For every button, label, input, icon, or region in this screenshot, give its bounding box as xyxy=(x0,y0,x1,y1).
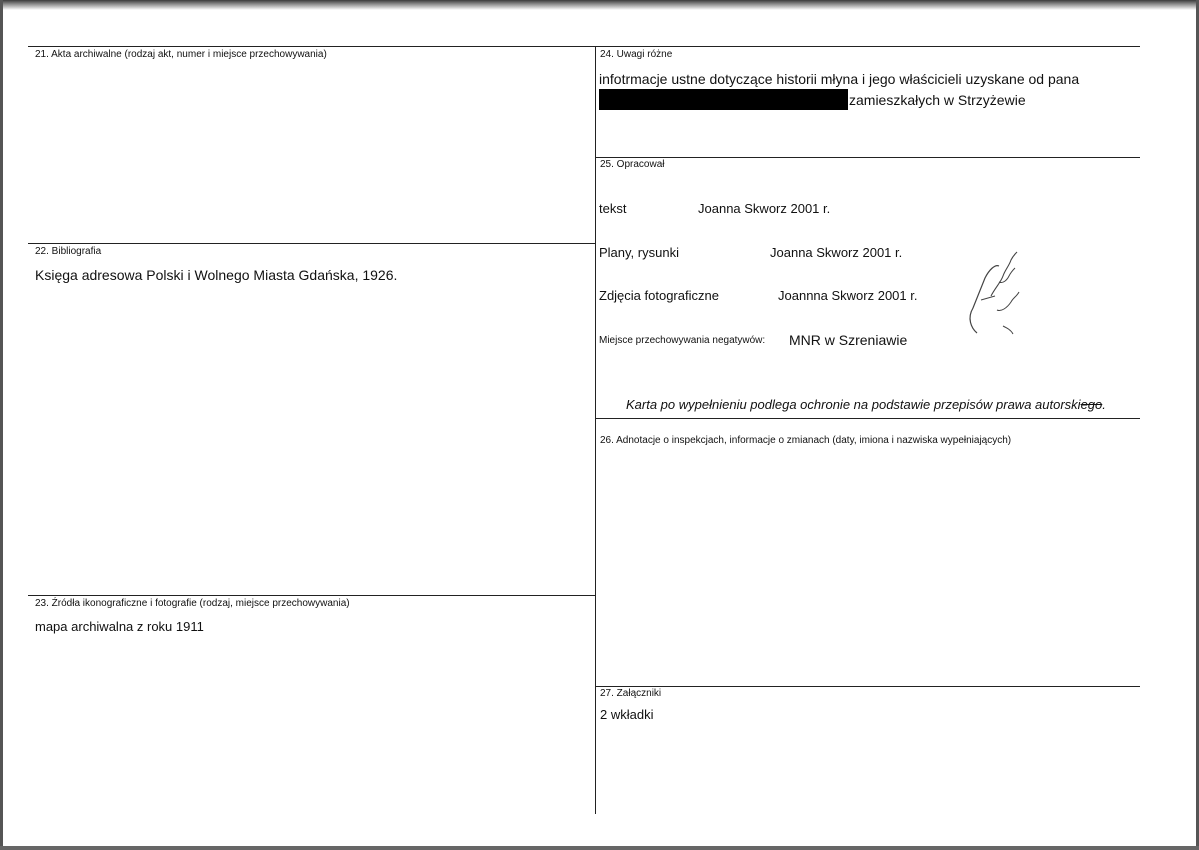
signature-image xyxy=(955,248,1025,338)
section-22-label: 22. Bibliografia xyxy=(35,246,102,257)
section-21-label: 21. Akta archiwalne (rodzaj akt, numer i miejsce przechowywania) xyxy=(35,49,327,60)
rule-26-top xyxy=(595,418,1140,419)
remarks-line-2: zamieszkałych w Strzyżewie xyxy=(849,92,1026,108)
section-23-label: 23. Źródła ikonograficzne i fotografie (rodzaj, miejsce przechowywania) xyxy=(35,598,350,609)
scan-edge-left xyxy=(0,0,3,850)
zdjecia-label: Zdjęcia fotograficzne xyxy=(599,288,719,303)
rule-25-top xyxy=(595,157,1140,158)
iconography-value: mapa archiwalna z roku 1911 xyxy=(35,619,204,634)
rule-27-top xyxy=(595,686,1140,687)
negatywy-label: Miejsce przechowywania negatywów: xyxy=(599,335,766,346)
remarks-line-1: infotrmacje ustne dotyczące historii młyna i jego właścicieli uzyskane od pana xyxy=(599,71,1080,87)
tekst-value: Joanna Skworz 2001 r. xyxy=(698,201,831,216)
zdjecia-value: Joannna Skworz 2001 r. xyxy=(778,288,918,303)
section-26-label: 26. Adnotacje o inspekcjach, informacje o zmianach (daty, imiona i nazwiska wypełniających) xyxy=(600,435,1012,446)
section-24-label: 24. Uwagi różne xyxy=(600,49,673,60)
scan-edge-bottom xyxy=(0,846,1199,850)
redaction-bar xyxy=(599,89,848,110)
scan-edge-top xyxy=(0,0,1199,10)
section-25-label: 25. Opracował xyxy=(600,159,665,170)
bibliography-value: Księga adresowa Polski i Wolnego Miasta Gdańska, 1926. xyxy=(35,267,398,283)
copyright-note xyxy=(626,397,1106,413)
negatywy-value: MNR w Szreniawie xyxy=(789,332,908,348)
copyright-note-end: . xyxy=(1102,397,1106,412)
attachments-value: 2 wkładki xyxy=(600,707,654,722)
rule-22-top xyxy=(28,243,595,244)
plany-value: Joanna Skworz 2001 r. xyxy=(770,245,903,260)
copyright-note-main: Karta po wypełnieniu podlega ochronie na podstawie przepisów prawa autorski xyxy=(626,397,1081,412)
copyright-note-struck: ego xyxy=(1080,397,1103,412)
form-top-rule xyxy=(28,46,1140,47)
form-center-divider xyxy=(595,46,596,814)
section-27-label: 27. Załączniki xyxy=(600,688,662,699)
tekst-label: tekst xyxy=(599,201,627,216)
rule-23-top xyxy=(28,595,595,596)
plany-label: Plany, rysunki xyxy=(599,245,679,260)
